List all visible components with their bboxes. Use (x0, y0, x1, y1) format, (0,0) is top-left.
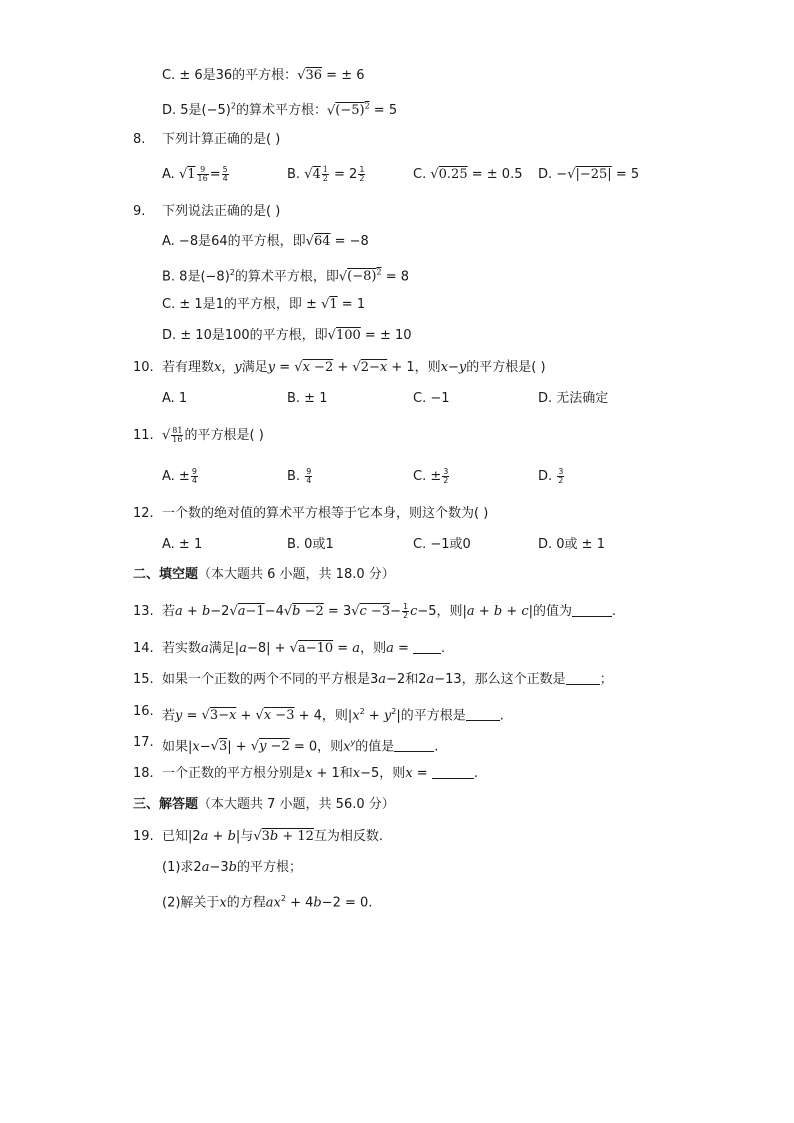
q19-number: 19. (133, 829, 154, 844)
q11-option-b: B. $\frac{9}{4}$ (287, 467, 312, 485)
q17-text: 如果|x−√3| + √y −2 = 0，则$x^y$的值是 . (162, 738, 439, 755)
q10-option-d: D. 无法确定 (538, 391, 609, 406)
q8-option-d-label: D. (538, 167, 553, 182)
section-fill-in-title (133, 566, 395, 584)
q8-option-c: C. √0.25 = ± 0.5 (413, 167, 523, 182)
q8-option-b-label: B. (287, 167, 301, 182)
q10-number: 10. (133, 360, 154, 375)
q9-option-d: D. ± 10是100的平方根，即√100 = ± 10 (162, 328, 412, 343)
q11-option-a: A. ± $\frac{9}{4}$ (162, 467, 197, 485)
q19-part-2: (2)解关于x的方程$ax^2 + 4b-2 = 0$. (162, 894, 373, 911)
q9-option-b: B. 8是$(-8)^2$的算术平方根，即$√(-8)^2 = 8$ (162, 268, 410, 285)
q10-option-c: C. −1 (413, 391, 450, 406)
q11-option-d: D. $\frac{3}{2}$ (538, 467, 564, 485)
q7-option-d (162, 98, 397, 120)
q9-stem: 下列说法正确的是( ) (162, 204, 281, 219)
q16-text: 若y = √3−x + √x −3 + 4，则$|x^2 + y^2|$的平方根是 . (162, 707, 504, 724)
q10-option-b: B. ± 1 (287, 391, 328, 406)
q14-text: 若实数a满足|a−8| + √a−10 = a，则a = . (162, 641, 446, 656)
section-answer-info: （本大题共 7 小题，共 56.0 分） (198, 797, 395, 812)
q16-number: 16. (133, 704, 154, 719)
q10-option-a: A. 1 (162, 391, 188, 406)
q11-option-a-label: A. (162, 469, 175, 484)
q7-option-c (162, 67, 364, 85)
q13-text: 若a + b−2√a−1−4√b −2 = 3√c −3− $\frac{1}{2}$ c−5，则|a + b + c|的值为 . (162, 602, 617, 620)
q14-number: 14. (133, 641, 154, 656)
q19-part-1: (1)求2a−3b的平方根； (162, 860, 302, 875)
q9-number: 9. (133, 204, 146, 219)
q13-number: 13. (133, 604, 154, 619)
q10-stem: 若有理数x，y满足y = √x −2 + √2−x + 1，则x−y的平方根是( ) (162, 360, 546, 375)
section-fill-in-info: （本大题共 6 小题，共 18.0 分） (198, 567, 395, 582)
q8-number: 8. (133, 132, 146, 147)
q8-option-a: A. √1 $\frac{9}{16}$ = $\frac{5}{4}$ (162, 165, 228, 183)
section-answer-title (133, 796, 395, 814)
q8-option-d: D. −√|−25| = 5 (538, 167, 640, 182)
q11-option-d-label: D. (538, 469, 553, 484)
q12-option-c: C. −1或0 (413, 537, 471, 552)
section-answer-name: 三、解答题 (133, 797, 199, 812)
q12-option-b: B. 0或1 (287, 537, 334, 552)
q11-number: 11. (133, 428, 154, 443)
q11-option-c: C. ± $\frac{3}{2}$ (413, 467, 449, 485)
q8-option-b: B. √4 $\frac{1}{2}$ = 2 $\frac{1}{2}$ (287, 165, 365, 183)
q12-stem: 一个数的绝对值的算术平方根等于它本身，则这个数为( ) (162, 506, 489, 521)
q12-number: 12. (133, 506, 154, 521)
q11-stem: √ $\frac{81}{16}$ 的平方根是( ) (162, 426, 264, 444)
q19-stem: 已知|2a + b|与√3b + 12互为相反数. (162, 829, 384, 844)
q7-option-c-text: C. ± 6是36的平方根：√36 = ± 6 (162, 68, 365, 83)
q8-option-c-label: C. (413, 167, 427, 182)
q15-text: 如果一个正数的两个不同的平方根是3a−2和2a−13，那么这个正数是 ； (162, 672, 613, 687)
section-fill-in-name: 二、填空题 (133, 567, 199, 582)
q18-text: 一个正数的平方根分别是x + 1和x−5，则x = . (162, 766, 478, 781)
q11-option-c-label: C. (413, 469, 427, 484)
q12-option-d: D. 0或 ± 1 (538, 537, 605, 552)
q8-option-a-label: A. (162, 167, 175, 182)
q17-number: 17. (133, 735, 154, 750)
q8-stem: 下列计算正确的是( ) (162, 132, 281, 147)
q9-option-c: C. ± 1是1的平方根，即 ± √1 = 1 (162, 297, 366, 312)
q7-option-d-text: D. 5是$(-5)^2$的算术平方根：$√(-5)^2 = 5$ (162, 102, 398, 119)
q15-number: 15. (133, 672, 154, 687)
q12-option-a: A. ± 1 (162, 537, 203, 552)
q9-option-a: A. −8是64的平方根，即√64 = −8 (162, 234, 369, 249)
q11-option-b-label: B. (287, 469, 301, 484)
q18-number: 18. (133, 766, 154, 781)
